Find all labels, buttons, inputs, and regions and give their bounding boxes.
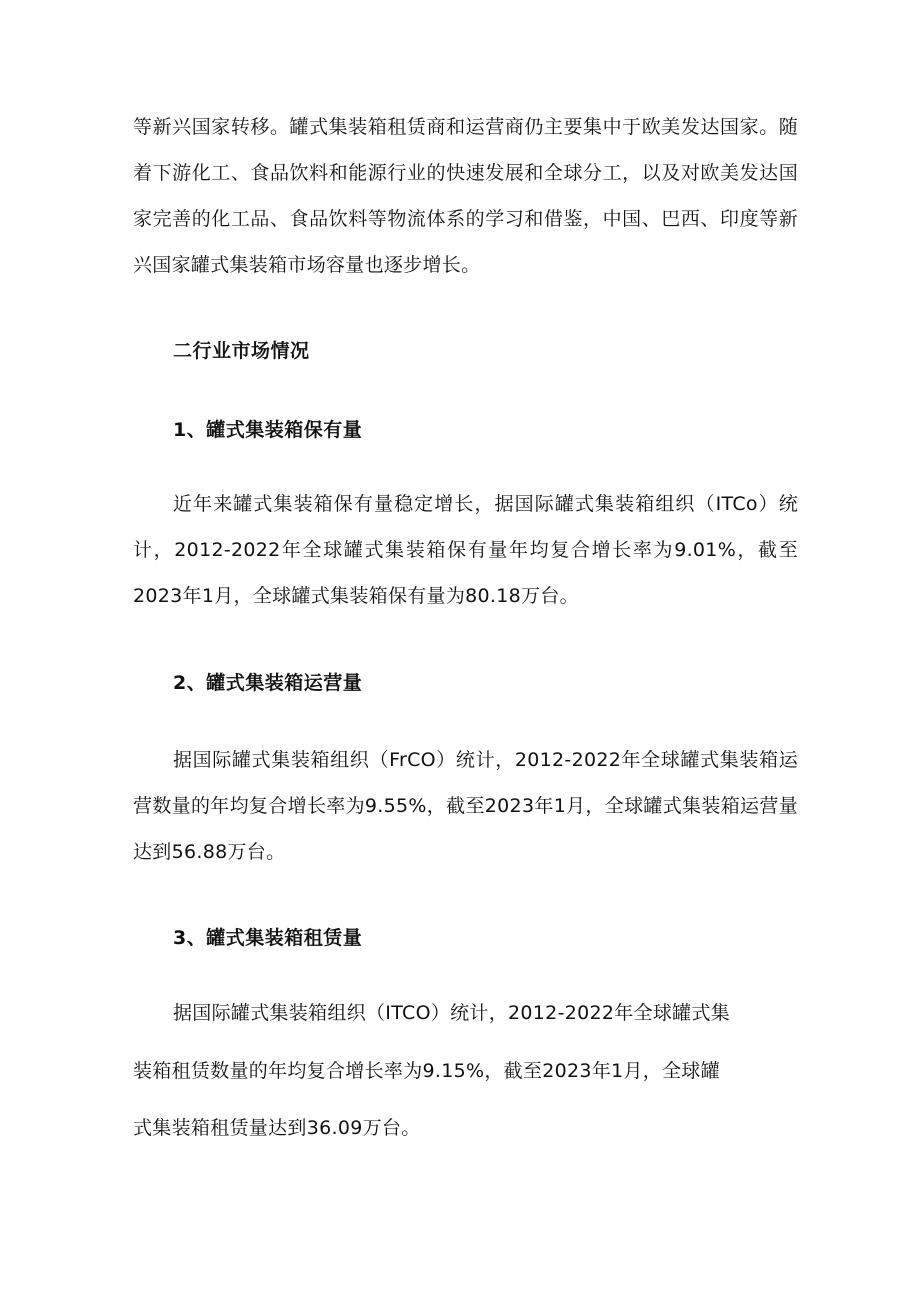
subheading-tank-container-operation: 2、罐式集装箱运营量	[173, 672, 363, 694]
paragraph-tank-container-operation: 据国际罐式集装箱组织（FrCO）统计，2012-2022年全球罐式集装箱运营数量的年均复合增长率为9.55%，截至2023年1月，全球罐式集装箱运营量达到56.88万台。	[133, 749, 798, 863]
subheading-tank-container-fleet: 1、罐式集装箱保有量	[173, 419, 363, 441]
leasing-line-2: 装箱租赁数量的年均复合增长率为9.15%，截至2023年1月，全球罐	[133, 1060, 721, 1082]
intro-paragraph: 等新兴国家转移。罐式集装箱租赁商和运营商仍主要集中于欧美发达国家。随着下游化工、食品饮料和能源行业的快速发展和全球分工，以及对欧美发达国家完善的化工品、食品饮料等物流体系的学习和借鉴，中国、巴西、印度等新兴国家罐式集装箱市场容量也逐步增长。	[133, 116, 798, 276]
leasing-line-3: 式集装箱租赁量达到36.09万台。	[133, 1117, 421, 1139]
paragraph-tank-container-fleet: 近年来罐式集装箱保有量稳定增长，据国际罐式集装箱组织（ITCo）统计，2012-2022年全球罐式集装箱保有量年均复合增长率为9.01%，截至2023年1月，全球罐式集装箱保有量为80.18万台。	[133, 493, 798, 607]
leasing-line-1: 据国际罐式集装箱组织（ITCO）统计，2012-2022年全球罐式集	[173, 1002, 731, 1024]
subheading-tank-container-leasing: 3、罐式集装箱租赁量	[173, 927, 363, 949]
section-heading-industry-market: 二行业市场情况	[173, 340, 310, 362]
